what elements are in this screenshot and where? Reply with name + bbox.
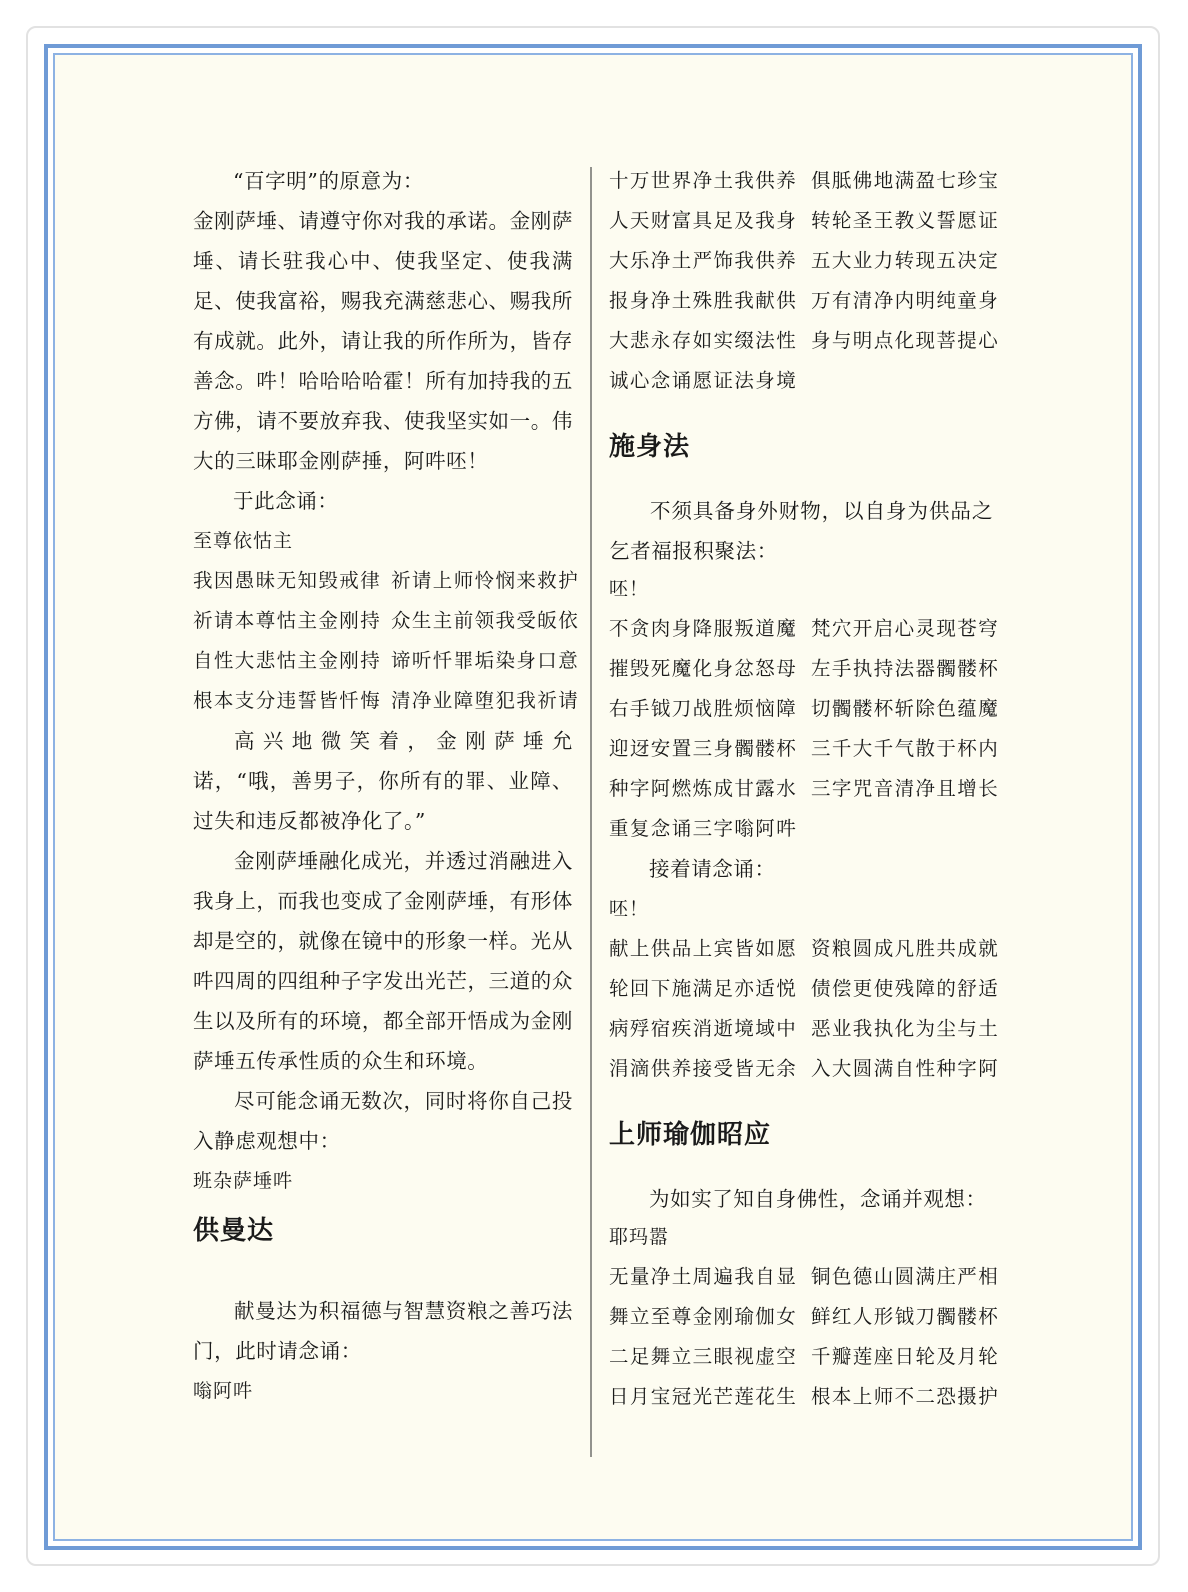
mandala-mantra: 嗡阿吽 — [193, 1380, 254, 1402]
verse-left: 祈请本尊怙主金刚持 — [193, 609, 382, 632]
verse-right: 鲜红人形钺刀髑髅杯 — [811, 1305, 1000, 1328]
verse-right: 祈请上师怜悯来救护 — [391, 569, 580, 592]
verse-left: 病殍宿疾消逝境域中 — [609, 1017, 798, 1040]
mantra-line: 班杂萨埵吽 — [193, 1170, 294, 1192]
verse-right: 铜色德山圆满庄严相 — [811, 1265, 1000, 1288]
verse-left: 人天财富具足及我身 — [609, 209, 798, 232]
verse-right: 转轮圣王教义誓愿证 — [811, 209, 1000, 232]
mandala-paragraph: 献曼达为积福德与智慧资粮之善巧法门，此时请念诵： — [193, 1299, 573, 1363]
recite-label: 于此念诵： — [233, 489, 339, 513]
verse-left: 摧毁死魔化身忿怒母 — [609, 657, 798, 680]
verse-left: 我因愚昧无知毁戒律 — [193, 569, 382, 592]
body-offering-heading: 施身法 — [609, 432, 691, 462]
recite-paragraph: 尽可能念诵无数次，同时将你自己投入静虑观想中： — [193, 1089, 573, 1153]
page-content — [53, 53, 1133, 1541]
verse-left: 大乐净土严饰我供养 — [609, 249, 798, 272]
verse-left: 二足舞立三眼视虚空 — [609, 1345, 798, 1368]
verse-right: 入大圆满自性种字阿 — [811, 1057, 1000, 1080]
verse-right: 千瓣莲座日轮及月轮 — [811, 1345, 1000, 1368]
guru-mantra: 耶玛嚣 — [609, 1226, 670, 1248]
meaning-paragraph: 金刚萨埵、请遵守你对我的承诺。金刚萨埵、请长驻我心中、使我坚定、使我满足、使我富裕，赐我充满慈悲心、赐我所有成就。此外，请让我的所作所为，皆存善念。吽！哈哈哈哈霍！所有加持我的五方佛，请不要放弃我、使我坚实如一。伟大的三昧耶金刚萨捶，阿吽呸！ — [193, 209, 573, 473]
verse-left: 自性大悲怙主金刚持 — [193, 649, 382, 672]
verse-right: 身与明点化现菩提心 — [811, 329, 1000, 352]
verse-right: 资粮圆成凡胜共成就 — [811, 937, 1000, 960]
verse-right: 万有清净内明纯童身 — [811, 289, 1000, 312]
light-paragraph: 金刚萨埵融化成光，并透过消融进入我身上，而我也变成了金刚萨埵，有形体却是空的，就像在镜中的形象一样。光从吽四周的四组种子字发出光芒，三道的众生以及所有的环境，都全部开悟成为金刚萨埵五传承性质的众生和环境。 — [193, 849, 573, 1073]
verse-left: 日月宝冠光芒莲花生 — [609, 1385, 798, 1408]
verse-left: 无量净土周遍我自显 — [609, 1265, 798, 1288]
verse-single: 诚心念诵愿证法身境 — [609, 369, 798, 392]
verse-left: 舞立至尊金刚瑜伽女 — [609, 1305, 798, 1328]
verse-right: 三千大千气散于杯内 — [811, 737, 1000, 760]
then-label: 接着请念诵： — [649, 857, 776, 881]
verse-left: 根本支分违誓皆忏悔 — [193, 689, 382, 712]
page-frame — [44, 44, 1142, 1550]
mandala-heading: 供曼达 — [193, 1216, 275, 1246]
verse-left: 轮回下施满足亦适悦 — [609, 977, 798, 1000]
verse-right: 梵穴开启心灵现苍穹 — [811, 617, 1000, 640]
verse-right: 众生主前领我受皈依 — [391, 609, 580, 632]
verse-single: 重复念诵三字嗡阿吽 — [609, 817, 798, 840]
verse-left: 右手钺刀战胜烦恼障 — [609, 697, 798, 720]
verse-right: 根本上师不二恐摄护 — [811, 1385, 1000, 1408]
body-offering-intro: 不须具备身外财物，以自身为供品之乞者福报积聚法： — [609, 499, 993, 563]
phat-line: 呸！ — [609, 898, 650, 920]
verse-right: 清净业障堕犯我祈请 — [391, 689, 580, 712]
verse-right: 谛听忏罪垢染身口意 — [391, 649, 580, 672]
verse-right: 债偿更使残障的舒适 — [811, 977, 1000, 1000]
verse-right: 三字咒音清净且增长 — [811, 777, 1000, 800]
verse-left: 迎迓安置三身髑髅杯 — [609, 737, 798, 760]
guru-yoga-heading: 上师瑜伽昭应 — [609, 1120, 772, 1150]
column-divider — [590, 167, 592, 1457]
verse-right: 五大业力转现五决定 — [811, 249, 1000, 272]
verse-left: 涓滴供养接受皆无余 — [609, 1057, 798, 1080]
phat-line: 呸！ — [609, 578, 650, 600]
verse-left: 种字阿燃炼成甘露水 — [609, 777, 798, 800]
verse-right: 切髑髅杯斩除色蕴魔 — [811, 697, 1000, 720]
intro-label: “百字明”的原意为： — [233, 169, 424, 193]
verse-left: 十万世界净土我供养 — [609, 169, 798, 192]
verse-right: 俱胝佛地满盈七珍宝 — [811, 169, 1000, 192]
verse-right: 恶业我执化为尘与土 — [811, 1017, 1000, 1040]
verse-left: 报身净土殊胜我献供 — [609, 289, 798, 312]
guru-yoga-intro: 为如实了知自身佛性，念诵并观想： — [649, 1187, 987, 1211]
verse-left: 大悲永存如实缀法性 — [609, 329, 798, 352]
invocation-line: 至尊依怙主 — [193, 530, 294, 552]
smile-paragraph: 高兴地微笑着，金刚萨埵允诺，“哦，善男子，你所有的罪、业障、过失和违反都被净化了。” — [193, 729, 573, 833]
verse-left: 献上供品上宾皆如愿 — [609, 937, 798, 960]
verse-right: 左手执持法器髑髅杯 — [811, 657, 1000, 680]
verse-left: 不贪肉身降服叛道魔 — [609, 617, 798, 640]
